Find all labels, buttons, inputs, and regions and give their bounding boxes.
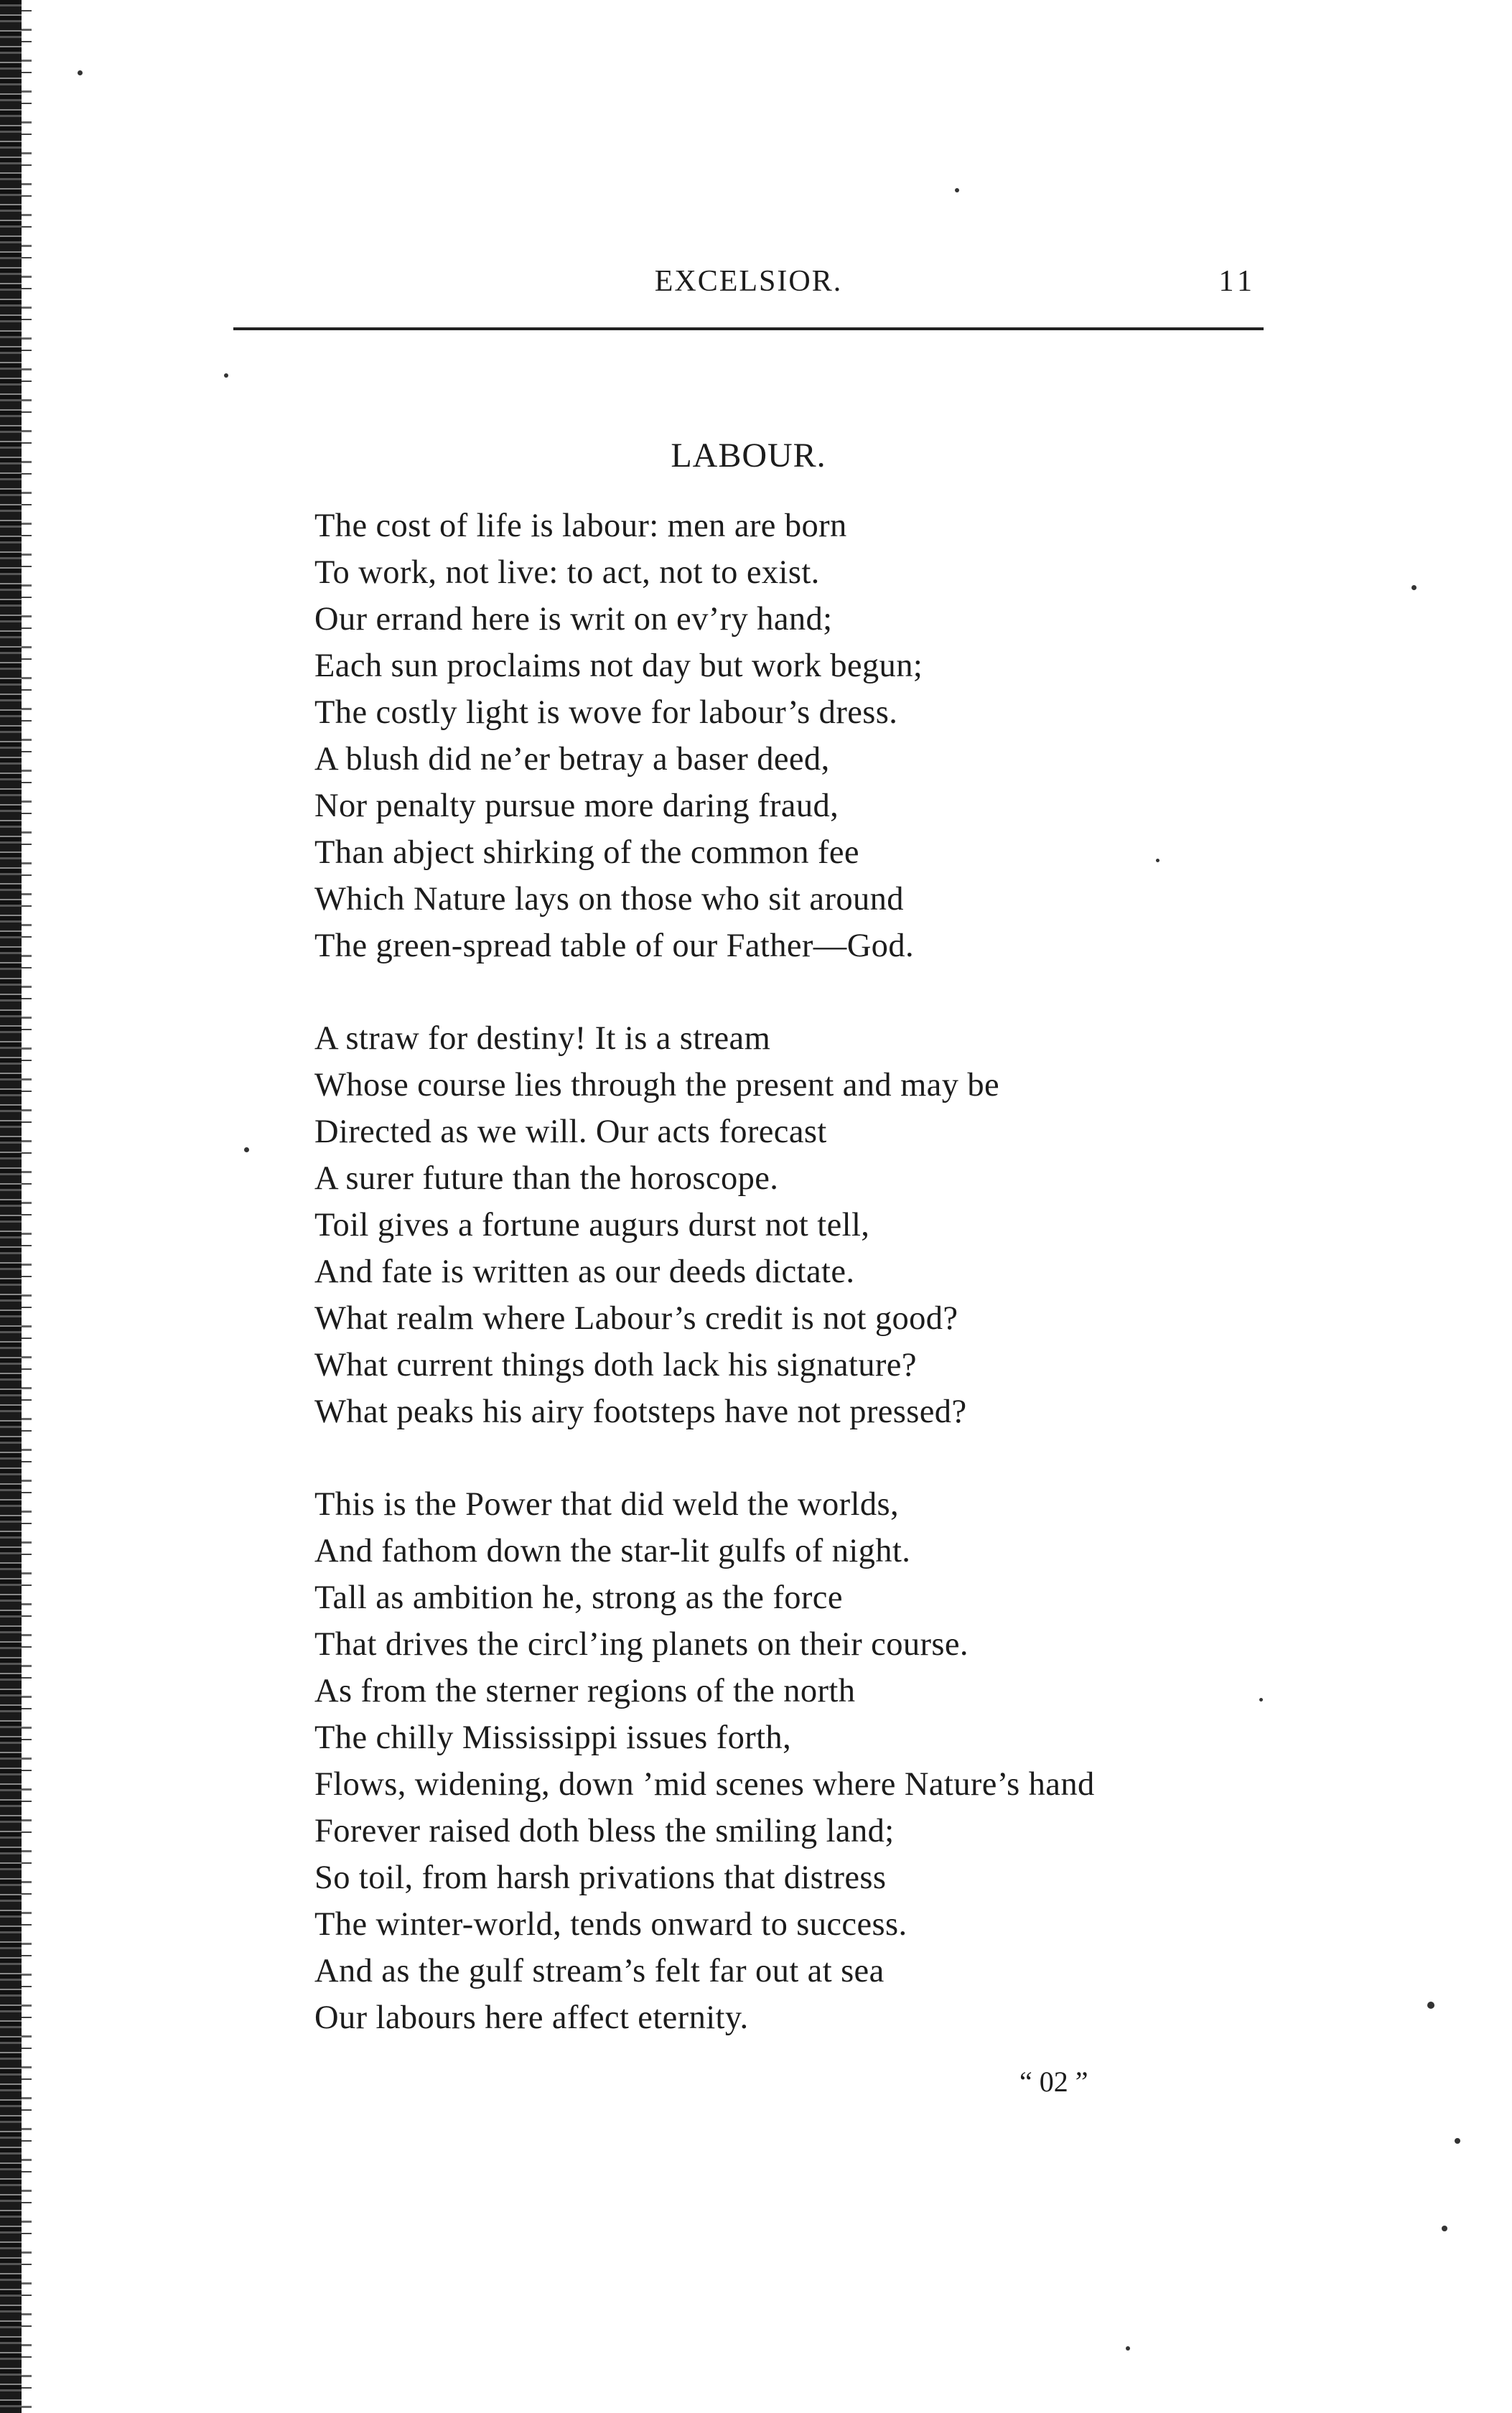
scan-speck bbox=[1126, 2346, 1130, 2351]
poem-line: Each sun proclaims not day but work begun; bbox=[314, 648, 923, 684]
header-rule bbox=[233, 327, 1264, 330]
poem-line: The winter-world, tends onward to success. bbox=[314, 1906, 907, 1943]
poem-line: And fathom down the star-lit gulfs of night. bbox=[314, 1533, 911, 1569]
scan-speck bbox=[224, 373, 228, 378]
poem-line: Our labours here affect eternity. bbox=[314, 1999, 749, 2036]
binding-edge bbox=[0, 0, 22, 2413]
poem-line: Directed as we will. Our acts forecast bbox=[314, 1114, 827, 1150]
page-number: 11 bbox=[1218, 265, 1256, 298]
poem-line: As from the sterner regions of the north bbox=[314, 1673, 856, 1709]
poem-line: The chilly Mississippi issues forth, bbox=[314, 1719, 792, 1756]
poem-line: The green-spread table of our Father—God. bbox=[314, 928, 915, 964]
poem-line: Than abject shirking of the common fee bbox=[314, 834, 859, 871]
poem-line: So toil, from harsh privations that distress bbox=[314, 1859, 887, 1896]
poem-line: A blush did ne’er betray a baser deed, bbox=[314, 741, 830, 778]
catchword: “ 02 ” bbox=[1019, 2066, 1088, 2098]
scan-speck bbox=[955, 188, 959, 192]
scan-speck bbox=[1442, 2226, 1447, 2231]
poem-line: The costly light is wove for labour’s dress. bbox=[314, 694, 898, 731]
poem-line: And as the gulf stream’s felt far out at sea bbox=[314, 1953, 885, 1989]
stanza-3 bbox=[314, 1481, 1320, 2041]
poem-line: What realm where Labour’s credit is not good? bbox=[314, 1300, 958, 1337]
scan-speck bbox=[244, 1147, 249, 1152]
poem-line: Forever raised doth bless the smiling land; bbox=[314, 1813, 895, 1849]
poem-line: The cost of life is labour: men are born bbox=[314, 508, 847, 544]
scan-speck bbox=[78, 70, 83, 75]
poem-line: Flows, widening, down ’mid scenes where Nature’s hand bbox=[314, 1766, 1095, 1803]
poem-line: And fate is written as our deeds dictate. bbox=[314, 1254, 855, 1290]
poem-line: What current things doth lack his signature? bbox=[314, 1347, 917, 1383]
scan-speck bbox=[1427, 2002, 1434, 2009]
scan-speck bbox=[1259, 1698, 1263, 1702]
binding-edge-shadow bbox=[22, 0, 32, 2413]
poem-line: Whose course lies through the present and may be bbox=[314, 1067, 1000, 1103]
poem-line: This is the Power that did weld the worlds, bbox=[314, 1486, 900, 1523]
poem-line: A straw for destiny! It is a stream bbox=[314, 1020, 771, 1057]
scan-speck bbox=[1156, 859, 1159, 862]
poem-line: Toil gives a fortune augurs durst not tell, bbox=[314, 1207, 870, 1243]
poem-line: To work, not live: to act, not to exist. bbox=[314, 554, 820, 591]
scan-speck bbox=[1455, 2138, 1460, 2144]
scan-speck bbox=[1411, 585, 1417, 590]
page-header bbox=[233, 260, 1264, 310]
poem-title: LABOUR. bbox=[671, 437, 826, 475]
running-title: EXCELSIOR. bbox=[654, 265, 843, 298]
poem-line: Tall as ambition he, strong as the force bbox=[314, 1579, 843, 1616]
poem-line: A surer future than the horoscope. bbox=[314, 1160, 779, 1197]
poem-line: Nor penalty pursue more daring fraud, bbox=[314, 788, 839, 824]
stanza-1 bbox=[314, 503, 1320, 969]
poem-line: Our errand here is writ on ev’ry hand; bbox=[314, 601, 833, 638]
stanza-2 bbox=[314, 1015, 1320, 1435]
poem-line: Which Nature lays on those who sit around bbox=[314, 881, 904, 918]
poem-line: That drives the circl’ing planets on their course. bbox=[314, 1626, 969, 1663]
poem-body bbox=[314, 503, 1320, 2087]
poem-line: What peaks his airy footsteps have not pressed? bbox=[314, 1394, 967, 1430]
